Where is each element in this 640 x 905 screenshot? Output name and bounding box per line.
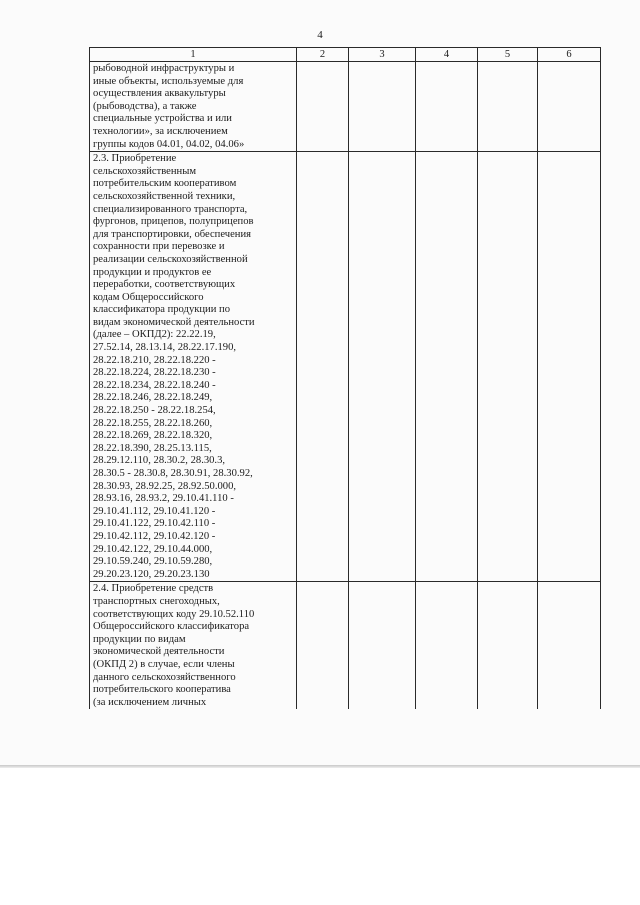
column-header-5: 5 [478, 48, 538, 62]
table-cell-empty [416, 582, 478, 710]
document-table [89, 47, 601, 709]
scan-edge [0, 765, 640, 768]
table-cell-empty [478, 62, 538, 152]
column-header-4: 4 [416, 48, 478, 62]
table-cell-empty [478, 582, 538, 710]
table-cell-empty [538, 582, 601, 710]
table-cell-empty [349, 62, 416, 152]
table-cell-empty [297, 62, 349, 152]
table-row [90, 152, 601, 582]
table-cell-empty [478, 152, 538, 582]
table-cell-empty [297, 152, 349, 582]
table-cell-empty [349, 582, 416, 710]
table-cell-empty [416, 152, 478, 582]
table-row [90, 582, 601, 710]
table-cell-empty [349, 152, 416, 582]
column-header-3: 3 [349, 48, 416, 62]
row-description: 2.4. Приобретение средств транспортных снегоходных, соответствующих коду 29.10.52.110 Общероссийского классификатора продукции по видам экономической деятельности (ОКПД 2) в случае, если члены данного сельскохозяйственного потребительского кооператива (за исключением личных [90, 582, 297, 710]
page-number: 4 [317, 29, 323, 41]
table-cell-empty [297, 582, 349, 710]
column-header-2: 2 [297, 48, 349, 62]
column-header-6: 6 [538, 48, 601, 62]
table-header-row [90, 48, 601, 62]
table-cell-empty [416, 62, 478, 152]
row-description: рыбоводной инфраструктуры и иные объекты, используемые для осуществления аквакультуры (рыбоводства), а также специальные устройства и или технологии», за исключением группы кодов 04.01, 04.02, 04.06» [90, 62, 297, 152]
table-cell-empty [538, 152, 601, 582]
row-description: 2.3. Приобретение сельскохозяйственным потребительским кооперативом сельскохозяйственной техники, специализированного транспорта, фургонов, прицепов, полуприцепов для транспортировки, обеспечения сохранности при перевозке и реализации сельскохозяйственной продукции и продуктов ее переработки, соответствующих кодам Общероссийского классификатора продукции по видам экономической деятельности (далее – ОКПД2): 22.22.19, 27.52.14, 28.13.14, 28.22.17.190, 28.22.18.210, 28.22.18.220 - 28.22.18.224, 28.22.18.230 - 28.22.18.234, 28.22.18.240 - 28.22.18.246, 28.22.18.249, 28.22.18.250 - 28.22.18.254, 28.22.18.255, 28.22.18.260, 28.22.18.269, 28.22.18.320, 28.22.18.390, 28.25.13.115, 28.29.12.110, 28.30.2, 28.30.3, 28.30.5 - 28.30.8, 28.30.91, 28.30.92, 28.30.93, 28.92.25, 28.92.50.000, 28.93.16, 28.93.2, 29.10.41.110 - 29.10.41.112, 29.10.41.120 - 29.10.41.122, 29.10.42.110 - 29.10.42.112, 29.10.42.120 - 29.10.42.122, 29.10.44.000, 29.10.59.240, 29.10.59.280, 29.20.23.120, 29.20.23.130 [90, 152, 297, 582]
table-cell-empty [538, 62, 601, 152]
table-row [90, 62, 601, 152]
column-header-1: 1 [90, 48, 297, 62]
